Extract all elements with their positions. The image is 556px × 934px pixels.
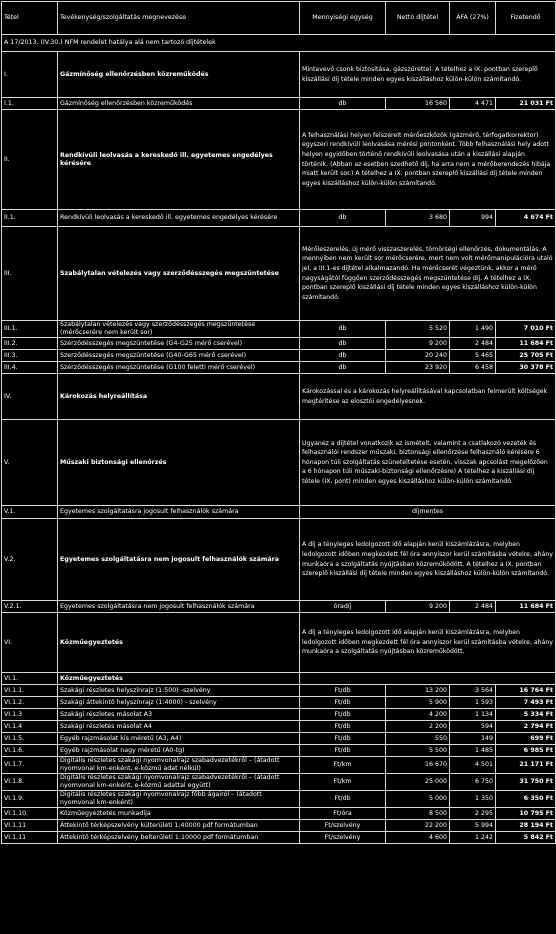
row-vat: 1 242 <box>450 832 496 844</box>
row-id: VI.1.3 <box>2 709 58 721</box>
row-vat: 149 <box>450 733 496 745</box>
row-id: VI.1.4 <box>2 721 58 733</box>
row-net: 20 240 <box>386 350 450 362</box>
header-name: Tevékenység/szolgáltatás megnevezése <box>58 2 300 35</box>
row-id: VI.1.6. <box>2 745 58 757</box>
row-vat: 6 458 <box>450 362 496 374</box>
row-total: 7 010 Ft <box>496 321 556 338</box>
row-unit: db <box>300 362 386 374</box>
row-id: III.2. <box>2 338 58 350</box>
row-name: Áttekintő térképszelvény belterületi 1:10000 pdf formátumban <box>58 832 300 844</box>
table-row <box>2 757 556 774</box>
fee-table <box>1 1 556 844</box>
row-net: 4 200 <box>386 709 450 721</box>
row-unit: Ft/km <box>300 757 386 774</box>
header-vat: ÁFA (27%) <box>450 2 496 35</box>
row-id: V. <box>2 420 58 506</box>
row-net: 550 <box>386 733 450 745</box>
row-id: VI.1.7. <box>2 757 58 774</box>
row-name: Szerződésszegés megszüntetése (G40-G65 mérő cserével) <box>58 350 300 362</box>
row-name: Digitális részletes szakági nyomvonalrajz szabadvezetékről – (átadott nyomvonal km-enként, e-közmű adattal együtt) <box>58 774 300 791</box>
row-id: V.2.1. <box>2 601 58 613</box>
group-row <box>2 374 556 420</box>
row-description: A díj a tényleges ledolgozott idő alapján kerül kiszámlázásra, melyben ledolgozott időben megkezdett fél óra annyiszor kerül számításba vételre, ahány munkaóra a szolgáltatás nyújtásban közreműködött. A tételhez a IX. pontban szereplő kiszállási díj tétele minden egyes kiszálláshoz külön-külön számítandó. <box>300 519 556 601</box>
row-vat: 994 <box>450 210 496 227</box>
row-unit: Ft/szelvény <box>300 820 386 832</box>
row-unit: Ft/db <box>300 733 386 745</box>
row-total: 31 750 Ft <box>496 774 556 791</box>
row-description: A felhasználási helyen felszerelt mérőeszközök (gázmérő, térfogatkorrektor) egyszeri rendkívüli leolvasása mérési pontonként. Több felhasználási hely adott helyen egyidőben történő rendkívüli leolvasása után a kiszállási alapján történik. (Abban az esetben szedhető díj, ha arra nem a mérőberendezés hibája miatt került sor.) A tételhez a IX. pontban szereplő kiszállási díj tétele minden egyes kiszálláshoz külön-külön számítandó. <box>300 110 556 210</box>
row-name: Szerződésszegés megszüntetése (G4-G25 mérő cserével) <box>58 338 300 350</box>
row-name: Szakági áttekintő helyszínrajz (1:4000) - szelvény <box>58 697 300 709</box>
row-net: 3 680 <box>386 210 450 227</box>
row-unit: db <box>300 350 386 362</box>
row-vat: 3 564 <box>450 685 496 697</box>
row-unit: db <box>300 338 386 350</box>
group-row <box>2 519 556 601</box>
table-row <box>2 733 556 745</box>
row-total: 6 350 Ft <box>496 791 556 808</box>
row-name: Szakági részletes másolat A3 <box>58 709 300 721</box>
table-row <box>2 210 556 227</box>
row-unit: Ft/db <box>300 745 386 757</box>
row-empty <box>300 673 556 685</box>
table-row <box>2 601 556 613</box>
row-vat: 1 490 <box>450 321 496 338</box>
row-name: Műszaki biztonsági ellenőrzés <box>58 420 300 506</box>
row-description: Ugyanez a díjtétel vonatkozik az ismételt, valamint a csatlakozó vezeték és felhasználói rendszer műszaki, biztonsági ellenőrzése felhasználó kérésére 6 hónapon túli szolgáltatás szüneteltetése esetén, visszak apcsolást megelőzően a 6 hónapon túli műszaki-biztonsági ellenőrzésre) A tételhez a kiszállási díj tétele (IX. pont) minden egyes kiszálláshoz külön-külön számítandó. <box>300 420 556 506</box>
group-row <box>2 52 556 98</box>
row-vat: 2 484 <box>450 601 496 613</box>
row-unit: db <box>300 98 386 110</box>
row-name: Egyetemes szolgáltatásra nem jogosult felhasználók számára <box>58 601 300 613</box>
table-row <box>2 506 556 519</box>
row-name: Digitális részletes szakági nyomvonalrajz szabadvezetékről – (átadott nyomvonal km-enként, e-közmű adat nélkül) <box>58 757 300 774</box>
row-vat: 4 471 <box>450 98 496 110</box>
row-total: 699 Ft <box>496 733 556 745</box>
row-net: 22 200 <box>386 820 450 832</box>
row-id: II. <box>2 110 58 210</box>
row-id: VI.1.5. <box>2 733 58 745</box>
row-unit: db <box>300 210 386 227</box>
row-id: I.1. <box>2 98 58 110</box>
table-row <box>2 362 556 374</box>
row-total: 5 842 Ft <box>496 832 556 844</box>
row-vat: 5 465 <box>450 350 496 362</box>
row-id: IV. <box>2 374 58 420</box>
row-net: 23 920 <box>386 362 450 374</box>
row-id: VI.1.11 <box>2 832 58 844</box>
row-net: 8 500 <box>386 808 450 820</box>
row-name: Gázmínőség ellenőrzésben közreműködés <box>58 52 300 98</box>
row-description: Mintavevő csonk biztosítása, gázszűrettel. A tételhez a IX. pontban szereplő kiszállási díj tétele minden egyes kiszálláshoz külön-külön számítandó. <box>300 52 556 98</box>
row-name: Egyéb rajzmásolat kis méretű (A3, A4) <box>58 733 300 745</box>
row-id: II.1. <box>2 210 58 227</box>
header-row <box>2 2 556 35</box>
row-span-value: díjmentes <box>300 506 556 519</box>
row-id: VI.1.8. <box>2 774 58 791</box>
row-id: III.3. <box>2 350 58 362</box>
row-net: 16 560 <box>386 98 450 110</box>
row-total: 10 795 Ft <box>496 808 556 820</box>
row-total: 16 764 Ft <box>496 685 556 697</box>
table-row <box>2 98 556 110</box>
section-title: A 17/2013. (IV.30.) NFM rendelet hatálya alá nem tartozó díjtételek <box>2 35 556 52</box>
row-total: 4 674 Ft <box>496 210 556 227</box>
group-row <box>2 227 556 321</box>
table-row <box>2 321 556 338</box>
header-total: Fizetendő <box>496 2 556 35</box>
row-unit: Ft/db <box>300 721 386 733</box>
table-row <box>2 832 556 844</box>
row-unit: Ft/db <box>300 791 386 808</box>
row-description: Károkozással és a károkozás helyreállításával kapcsolatban felmerült költségek megtérítése az elosztói engedélyesnek. <box>300 374 556 420</box>
section-row <box>2 35 556 52</box>
row-net: 2 200 <box>386 721 450 733</box>
header-unit: Mennyiségi egység <box>300 2 386 35</box>
row-total: 21 031 Ft <box>496 98 556 110</box>
row-total: 28 194 Ft <box>496 820 556 832</box>
row-id: III. <box>2 227 58 321</box>
row-unit: óradíj <box>300 601 386 613</box>
row-total: 21 171 Ft <box>496 757 556 774</box>
row-unit: Ft/óra <box>300 808 386 820</box>
row-name: Károkozás helyreállítása <box>58 374 300 420</box>
row-id: I. <box>2 52 58 98</box>
row-unit: Ft/szelvény <box>300 832 386 844</box>
table-row <box>2 685 556 697</box>
row-total: 25 705 Ft <box>496 350 556 362</box>
row-id: VI.1.2. <box>2 697 58 709</box>
row-name: Szabálytalan vételezés vagy szerződésszegés megszüntetése (mérőcserére nem került sor) <box>58 321 300 338</box>
table-row <box>2 774 556 791</box>
row-net: 5 500 <box>386 745 450 757</box>
row-name: Közműegyeztetés <box>58 613 300 673</box>
table-row <box>2 808 556 820</box>
row-id: VI.1.11 <box>2 820 58 832</box>
row-total: 30 378 Ft <box>496 362 556 374</box>
table-row <box>2 745 556 757</box>
row-unit: Ft/db <box>300 697 386 709</box>
row-net: 16 670 <box>386 757 450 774</box>
row-unit: db <box>300 321 386 338</box>
row-net: 4 600 <box>386 832 450 844</box>
row-name: Rendkívüli leolvasás a kereskedő ill. egyetemes engedélyes kérésére <box>58 110 300 210</box>
row-name: Közműegyeztetés <box>58 673 300 685</box>
row-description: Mérőleszerelés, új mérő visszaszerelés, tömörségi ellenőrzés, dokumentálás. A mennyiben nem került sor mérőcserére, mert nem volt mérőmanipulációra utaló jel, a III.1-es díjtétel alkalmazandó. Ha mérőcserét végeztünk, akkor a mérő nagyságától függően szerződésszegés megszüntetése díj. A tételhez a IX. pontban szereplő kiszállási díj tétele minden egyes kiszálláshoz külön-külön számítandó. <box>300 227 556 321</box>
subsection-row <box>2 673 556 685</box>
row-id: V.2. <box>2 519 58 601</box>
row-vat: 1 593 <box>450 697 496 709</box>
row-net: 9 200 <box>386 338 450 350</box>
row-name: Gázmínőség ellenőrzésben közreműködés <box>58 98 300 110</box>
table-row <box>2 791 556 808</box>
row-id: VI.1.1. <box>2 685 58 697</box>
row-unit: Ft/km <box>300 774 386 791</box>
group-row <box>2 110 556 210</box>
row-name: Rendkívüli leolvasás a kereskedő ill. egyetemes engedélyes kérésére <box>58 210 300 227</box>
row-name: Egyetemes szolgáltatásra nem jogosult felhasználók számára <box>58 519 300 601</box>
row-unit: Ft/db <box>300 685 386 697</box>
row-vat: 2 484 <box>450 338 496 350</box>
row-net: 5 000 <box>386 791 450 808</box>
row-net: 25 000 <box>386 774 450 791</box>
row-vat: 1 134 <box>450 709 496 721</box>
table-row <box>2 721 556 733</box>
table-row <box>2 697 556 709</box>
row-net: 9 200 <box>386 601 450 613</box>
row-id: VI. <box>2 613 58 673</box>
row-id: III.1. <box>2 321 58 338</box>
row-name: Szakági részletes másolat A4 <box>58 721 300 733</box>
group-row <box>2 613 556 673</box>
row-net: 5 900 <box>386 697 450 709</box>
row-total: 7 493 Ft <box>496 697 556 709</box>
row-vat: 594 <box>450 721 496 733</box>
row-unit: Ft/db <box>300 709 386 721</box>
row-description: A díj a tényleges ledolgozott idő alapján kerül kiszámlázásra, melyben ledolgozott időben megkezdett fél óra annyiszor kerül számításba vételre, ahány munkaóra a szolgáltatás nyújtásban közreműködött. <box>300 613 556 673</box>
row-id: VI.1. <box>2 673 58 685</box>
row-total: 11 684 Ft <box>496 601 556 613</box>
table-row <box>2 820 556 832</box>
row-name: Egyéb rajzmásolat nagy méretű (A0-tg) <box>58 745 300 757</box>
row-vat: 5 994 <box>450 820 496 832</box>
header-item: Tétel <box>2 2 58 35</box>
row-net: 13 200 <box>386 685 450 697</box>
row-name: Közműegyeztetés munkadíja <box>58 808 300 820</box>
row-name: Digitális részletes szakági nyomvonalrajz főbb ágairól – (átadott nyomvonal km-enként) <box>58 791 300 808</box>
row-name: Szerződésszegés megszüntetése (G100 feletti mérő cserével) <box>58 362 300 374</box>
row-net: 5 520 <box>386 321 450 338</box>
row-name: Szabálytalan vételezés vagy szerződésszegés megszüntetése <box>58 227 300 321</box>
row-total: 2 794 Ft <box>496 721 556 733</box>
row-name: Áttekintő térképszelvény külterületi 1:40000 pdf formátumban <box>58 820 300 832</box>
row-total: 11 684 Ft <box>496 338 556 350</box>
row-vat: 1 350 <box>450 791 496 808</box>
row-vat: 1 485 <box>450 745 496 757</box>
row-name: Egyetemes szolgáltatásra jogosult felhasználók számára <box>58 506 300 519</box>
header-net: Nettó díjtétel <box>386 2 450 35</box>
row-name: Szakági részletes helyszínrajz (1:500) -szelvény <box>58 685 300 697</box>
table-row <box>2 350 556 362</box>
row-total: 6 985 Ft <box>496 745 556 757</box>
row-id: VI.1.10. <box>2 808 58 820</box>
group-row <box>2 420 556 506</box>
table-row <box>2 709 556 721</box>
row-vat: 2 295 <box>450 808 496 820</box>
row-id: V.1. <box>2 506 58 519</box>
table-row <box>2 338 556 350</box>
row-total: 5 334 Ft <box>496 709 556 721</box>
row-id: III.4. <box>2 362 58 374</box>
row-vat: 6 750 <box>450 774 496 791</box>
row-vat: 4 501 <box>450 757 496 774</box>
row-id: VI.1.9. <box>2 791 58 808</box>
